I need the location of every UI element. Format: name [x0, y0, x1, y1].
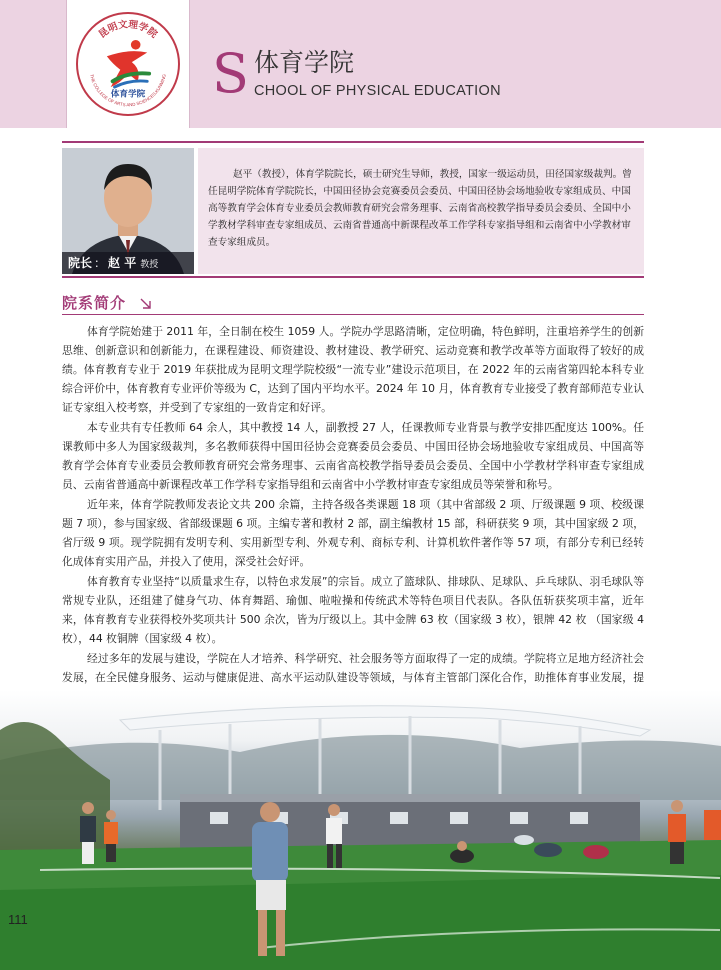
dean-caption-name: 赵 平	[108, 256, 137, 270]
dean-caption-title: 教授	[140, 260, 159, 270]
intro-paragraph-4: 体育教育专业坚持“以质量求生存，以特色求发展”的宗旨。成立了篮球队、排球队、足球队、乒乓球队、羽毛球队等常规专业队，还组建了健身气功、体育舞蹈、瑜伽、啦啦操和传统武术等特色项目代表队。各队伍斩获奖项丰富，近年来，体育教育专业获得校外奖项共计 500 余次，皆为厅级以上。其中金牌 63 枚（国家级 3 枚），银牌 42 枚 （国家级 4 枚），44 枚铜牌（国家级 4 枚）。	[62, 575, 644, 645]
logo-ring-text-top: 昆明文理学院	[96, 19, 160, 41]
intro-paragraph-2: 本专业共有专任教师 64 余人，其中教授 14 人，副教授 27 人，任课教师专业背景与教学安排匹配度达 100%。任课教师中多人为国家级裁判，多名教师获得中国田径协会竞赛委员会委员、中国田径协会场地验收专家组成员、中国高等教育学会体育专业委员会教师教育研究会常务理事、云南省高校教学指导委员会委员、全国中小学教材学科审查专家组成员、云南省普通高中新课程改革工作学科专家指导组和云南省中小学教材审查专家组成员等荣誉和称号。	[62, 421, 644, 491]
section-rule	[62, 314, 644, 315]
title-english: CHOOL OF PHYSICAL EDUCATION	[254, 83, 501, 99]
logo-card	[66, 0, 190, 128]
dean-caption	[62, 252, 194, 274]
sports-field-photo	[0, 690, 721, 970]
logo-center-text: 体育学院	[110, 89, 146, 100]
logo-ring-text-bottom: THE COLLEGE OF ARTS AND SCIENCES,KUNMING	[89, 73, 167, 108]
dean-bio: 赵平（教授），体育学院院长，硕士研究生导师，教授，国家一级运动员，田径国家级裁判。曾任昆明学院体育学院院长，中国田径协会竞赛委员会委员、中国田径协会场地验收专家组成员、中国高等教育学会体育专业委员会教师教育研究会常务理事、云南省高校教学指导委员会委员、全国中小学教材学科审查专家组成员、云南省普通高中新课程改革工作学科专家指导组和云南省中小学教材审查专家组成员。	[208, 169, 632, 248]
header-band	[0, 0, 721, 128]
intro-text	[62, 322, 644, 707]
dean-bio-box	[198, 148, 644, 274]
arrow-icon	[138, 296, 154, 312]
title-chinese: 体育学院	[254, 48, 355, 77]
dean-portrait	[62, 148, 194, 274]
svg-text:昆明文理学院	[96, 18, 160, 40]
header-left-panel	[0, 0, 66, 128]
intro-paragraph-3: 近年来，体育学院教师发表论文共 200 余篇，主持各级各类课题 18 项（其中省部级 2 项、厅级课题 9 项、校级课题 7 项），参与国家级、省部级课题 6 项。主编专著和教材 2 部，副主编教材 15 部，科研获奖 9 项，其中国家级 2 项，省厅级 9 项。现学院拥有发明专利、实用新型专利、外观专利、商标专利、计算机软件著作等 57 项，有部分专利已经转化成体育实用产品，并投入了使用，深受社会好评。	[62, 498, 644, 568]
college-logo	[76, 12, 180, 116]
sports-field-image	[0, 690, 721, 970]
dean-caption-separator: ：	[94, 256, 107, 270]
intro-paragraph-1: 体育学院始建于 2011 年，全日制在校生 1059 人。学院办学思路清晰，定位明确，特色鲜明，注重培养学生的创新思维、创新意识和创新能力，在课程建设、师资建设、教材建设、教学研究、运动竞赛和教学改革等方面取得了较好的成绩。体育教育专业于 2019 年获批成为昆明文理学院校级“一流专业”建设示范项目，在 2022 年的云南省第四轮本科专业综合评价中，体育教育专业评价等级为 C，达到了国内平均水平。2024 年 10 月，体育教育专业接受了教育部师范专业认证专家组入校考察，并受到了专家组的一致肯定和好评。	[62, 325, 644, 414]
section-title: 院系简介	[62, 294, 127, 312]
page-number: 111	[8, 912, 28, 927]
intro-paragraph-5: 经过多年的发展与建设，学院在人才培养、科学研究、社会服务等方面取得了一定的成绩。学院将立足地方经济社会发展，在全民健身服务、运动与健康促进、高水平运动队建设等领域，与体育主管部门深化合作，助推体育事业发展，提	[62, 652, 644, 684]
dean-rule-top	[62, 141, 644, 143]
dean-caption-role: 院长	[68, 256, 93, 270]
logo-emblem	[78, 14, 178, 114]
title-initial: S	[212, 42, 249, 105]
dean-rule-bottom	[62, 276, 644, 278]
